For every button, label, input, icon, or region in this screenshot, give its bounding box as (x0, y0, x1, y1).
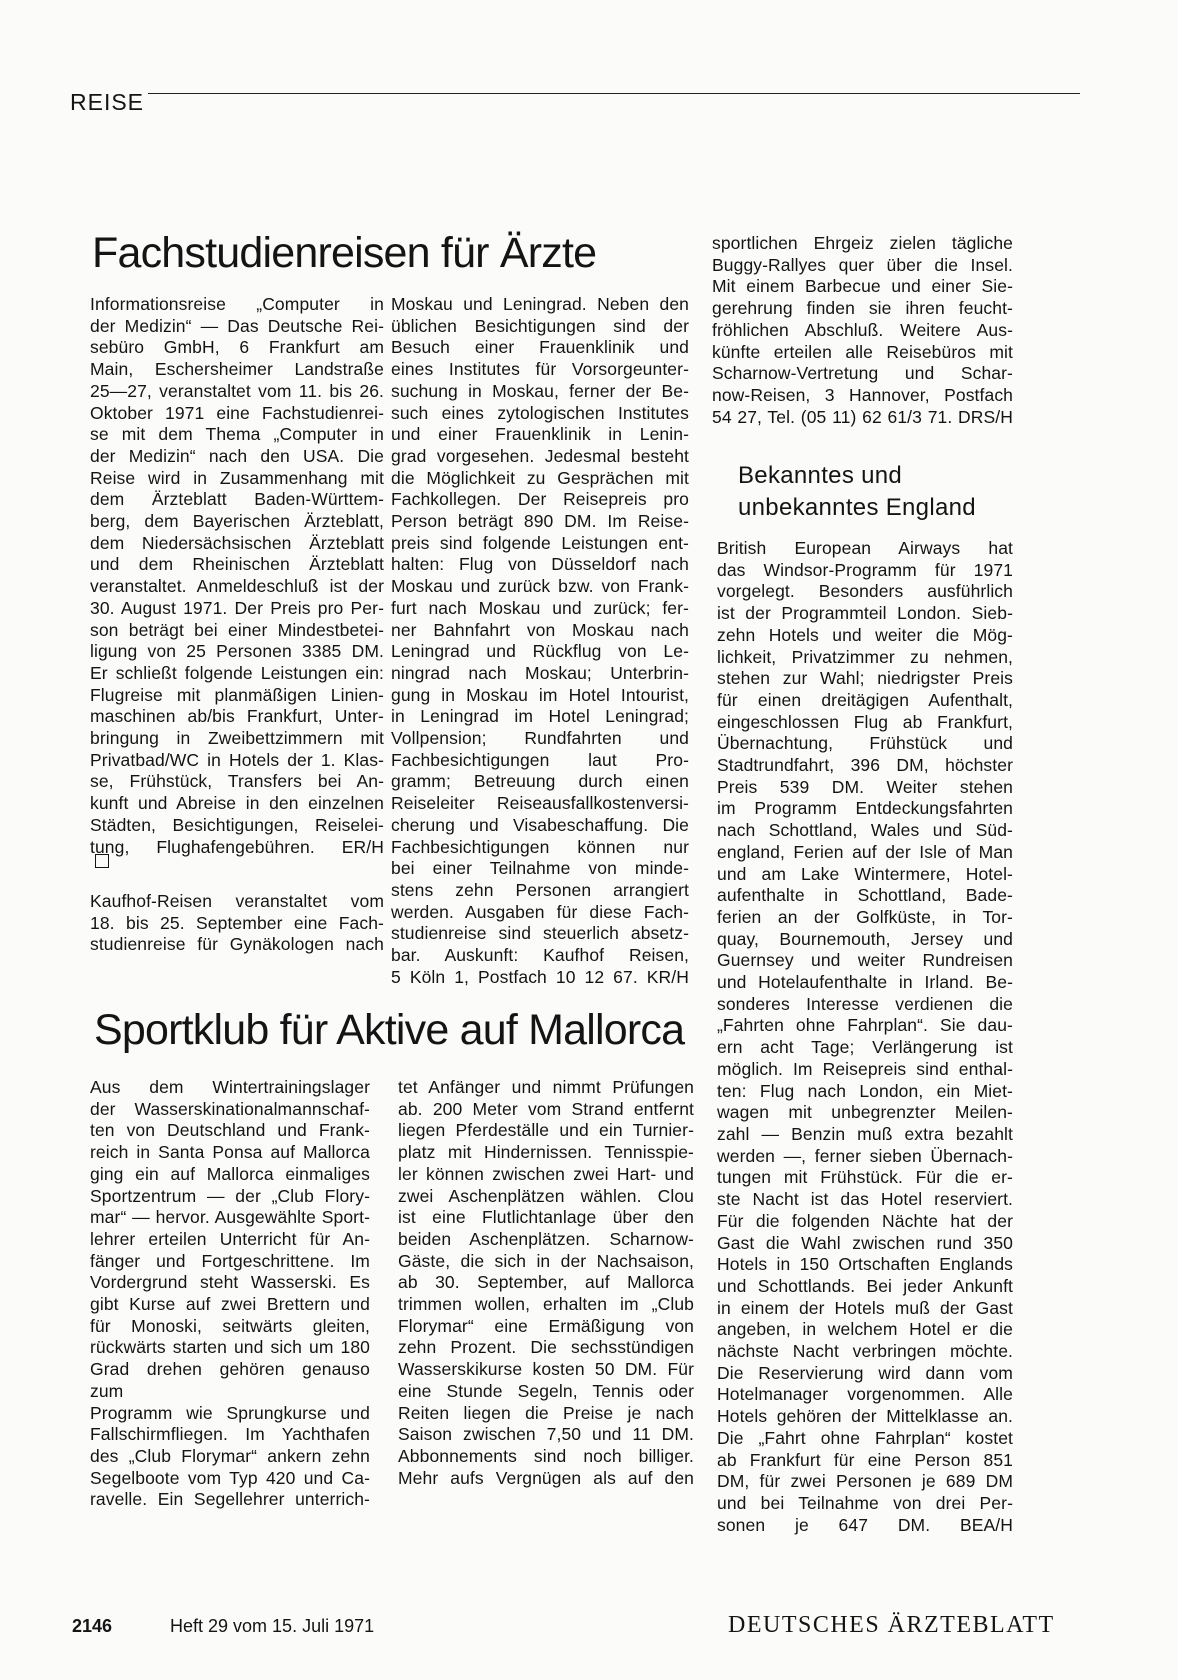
article-title-fachstudienreisen: Fachstudienreisen für Ärzte (92, 229, 597, 277)
article3-body: British European Airways hat das Windsor-Programm für 1971 vorgelegt. Besonders ausführlich ist der Programmteil London. Sieb- zehn Hotels und weiter die Mög- lichkeit, Privatzimmer zu nehmen, stehen zur Wahl; niedrigster Preis für einen dreitägigen Aufenthalt, eingeschlossen Flug ab Frankfurt, Übernachtung, Frühstück und Stadtrundfahrt, 396 DM, höchster Preis 539 DM. Weiter stehen im Programm Entdeckungsfahrten nach Schottland, Wales und Süd- england, Ferien auf der Isle of Man und am Lake Wintermere, Hotel- aufenthalte in Schottland, Bade- ferien an der Golfküste, in Tor- quay, Bournemouth, Jersey und Guernsey und weiter Rundreisen und Hotelaufenthalte in Irland. Be- sonderes Interesse verdienen die „Fahrten ohne Fahrplan“. Sie dau- ern acht Tage; Verlängerung ist möglich. Im Reisepreis sind enthal- ten: Flug nach London, ein Miet- wagen mit unbegrenzter Meilen- zahl — Benzin muß extra bezahlt werden —, ferner sieben Übernach- tungen mit Frühstück. Für die er- ste Nacht ist das Hotel reserviert. Für die folgenden Nächte hat der Gast die Wahl zwischen rund 350 Hotels in 150 Ortschaften Englands und Schottlands. Bei jeder Ankunft in einem der Hotels muß der Gast angeben, in welchem Hotel er die nächste Nacht verbringen möchte. Die Reservierung wird dann vom Hotelmanager vorgenommen. Alle Hotels gehören der Mittelklasse an. Die „Fahrt ohne Fahrplan“ kostet ab Frankfurt für eine Person 851 DM, für zwei Personen je 689 DM und bei Teilnahme von drei Per- sonen je 647 DM. BEA/H (717, 538, 1013, 1535)
issue-info: Heft 29 vom 15. Juli 1971 (170, 1616, 375, 1636)
article1-column-1: Informationsreise „Computer in der Medizin“ — Das Deutsche Rei- sebüro GmbH, 6 Frankfurt am Main, Eschersheimer Landstraße 25—27, veranstaltet vom 11. bis 26. Oktober 1971 eine Fachstudienrei- se mit dem Thema „Computer in der Medizin“ nach den USA. Die Reise wird in Zusammenhang mit dem Ärzteblatt Baden-Württem- berg, dem Bayerischen Ärzteblatt, dem Niedersächsischen Ärzteblatt und dem Rheinischen Ärzteblatt veranstaltet. Anmeldeschluß ist der 30. August 1971. Der Preis pro Per- son beträgt bei einer Mindestbetei- ligung von 25 Personen 3385 DM. Er schließt folgende Leistungen ein: Flugreise mit planmäßigen Linien- maschinen ab/bis Frankfurt, Unter- bringung in Zweibettzimmern mit Privatbad/WC in Hotels der 1. Klas- se, Frühstück, Transfers bei An- kunft und Abreise in den einzelnen Städten, Besichtigungen, Reiselei- tung, Flughafengebühren. ER/H (90, 294, 384, 857)
page-number: 2146 (72, 1616, 113, 1636)
article2-column-2: tet Anfänger und nimmt Prüfungen ab. 200 Meter vom Strand entfernt liegen Pferdeställe und ein Turnier- platz mit Hindernissen. Tennisspie- ler können zwischen zwei Hart- und zwei Aschenplätzen wählen. Clou ist eine Flutlichtanlage über den beiden Aschenplätzen. Scharnow- Gäste, die sich in der Nachsaison, ab 30. September, auf Mallorca trimmen wollen, erhalten im „Club Florymar“ eine Ermäßigung von zehn Prozent. Die sechsstündigen Wasserskikurse kosten 50 DM. Für eine Stunde Segeln, Tennis oder Reiten liegen die Preise je nach Saison zwischen 7,50 und 11 DM. Abbonnements sind noch billiger. Mehr aufs Vergnügen als auf den (398, 1077, 694, 1488)
separator-box-icon (95, 854, 109, 868)
article1-column-2: Moskau und Leningrad. Neben den üblichen Besichtigungen sind der Besuch einer Frauenklinik und eines Institutes für Vorsorgeunter- suchung in Moskau, ferner der Be- such eines zytologischen Institutes und einer Frauenklinik in Lenin- grad vorgesehen. Jedesmal besteht die Möglichkeit zu Gesprächen mit Fachkollegen. Der Reisepreis pro Person beträgt 890 DM. Im Reise- preis sind folgende Leistungen ent- halten: Flug von Düsseldorf nach Moskau und zurück bzw. von Frank- furt nach Moskau und zurück; fer- ner Bahnfahrt von Moskau nach Leningrad und Rückflug von Le- ningrad nach Moskau; Unterbrin- gung in Moskau im Hotel Intourist, in Leningrad im Hotel Leningrad; Vollpension; Rundfahrten und Fachbesichtigungen laut Pro- gramm; Betreuung durch einen Reiseleiter Reiseausfallkostenversi- cherung und Visabeschaffung. Die Fachbesichtigungen können nur bei einer Teilnahme von minde- stens zehn Personen arrangiert werden. Ausgaben für diese Fach- studienreise sind steuerlich absetz- bar. Auskunft: Kaufhof Reisen, 5 Köln 1, Postfach 10 12 67. KR/H (391, 294, 689, 987)
article2-column-3: sportlichen Ehrgeiz zielen tägliche Buggy-Rallyes quer über die Insel. Mit einem Barbecue und einer Sie- gerehrung finden sie ihren feucht- fröhlichen Abschluß. Weitere Aus- künfte erteilen alle Reisebüros mit Scharnow-Vertretung und Schar- now-Reisen, 3 Hannover, Postfach 54 27, Tel. (05 11) 62 61/3 71. DRS/H (712, 233, 1013, 427)
article1-column-1-continued: Kaufhof-Reisen veranstaltet vom 18. bis 25. September eine Fach- studienreise für Gynäkologen nach (90, 891, 384, 955)
journal-name: DEUTSCHES ÄRZTEBLATT (728, 1612, 1055, 1638)
header-rule (148, 93, 1080, 94)
article2-column-1: Aus dem Wintertrainingslager der Wasserskinationalmannschaf- ten von Deutschland und Frank- reich in Santa Ponsa auf Mallorca ging ein auf Mallorca einmaliges Sportzentrum — der „Club Flory- mar“ — hervor. Ausgewählte Sport- lehrer erteilen Unterricht für An- fänger und Fortgeschrittene. Im Vordergrund steht Wasserski. Es gibt Kurse auf zwei Brettern und für Monoski, seitwärts gleiten, rückwärts starten und sich um 180 Grad drehen gehören genauso zum Programm wie Sprungkurse und Fallschirmfliegen. Im Yachthafen des „Club Florymar“ ankern zehn Segelboote vom Typ 420 und Ca- ravelle. Ein Segellehrer unterrich- (90, 1077, 370, 1510)
section-label: REISE (70, 89, 145, 115)
article-title-england: Bekanntes und unbekanntes England (738, 462, 976, 521)
article-title-sportklub: Sportklub für Aktive auf Mallorca (94, 1006, 685, 1054)
